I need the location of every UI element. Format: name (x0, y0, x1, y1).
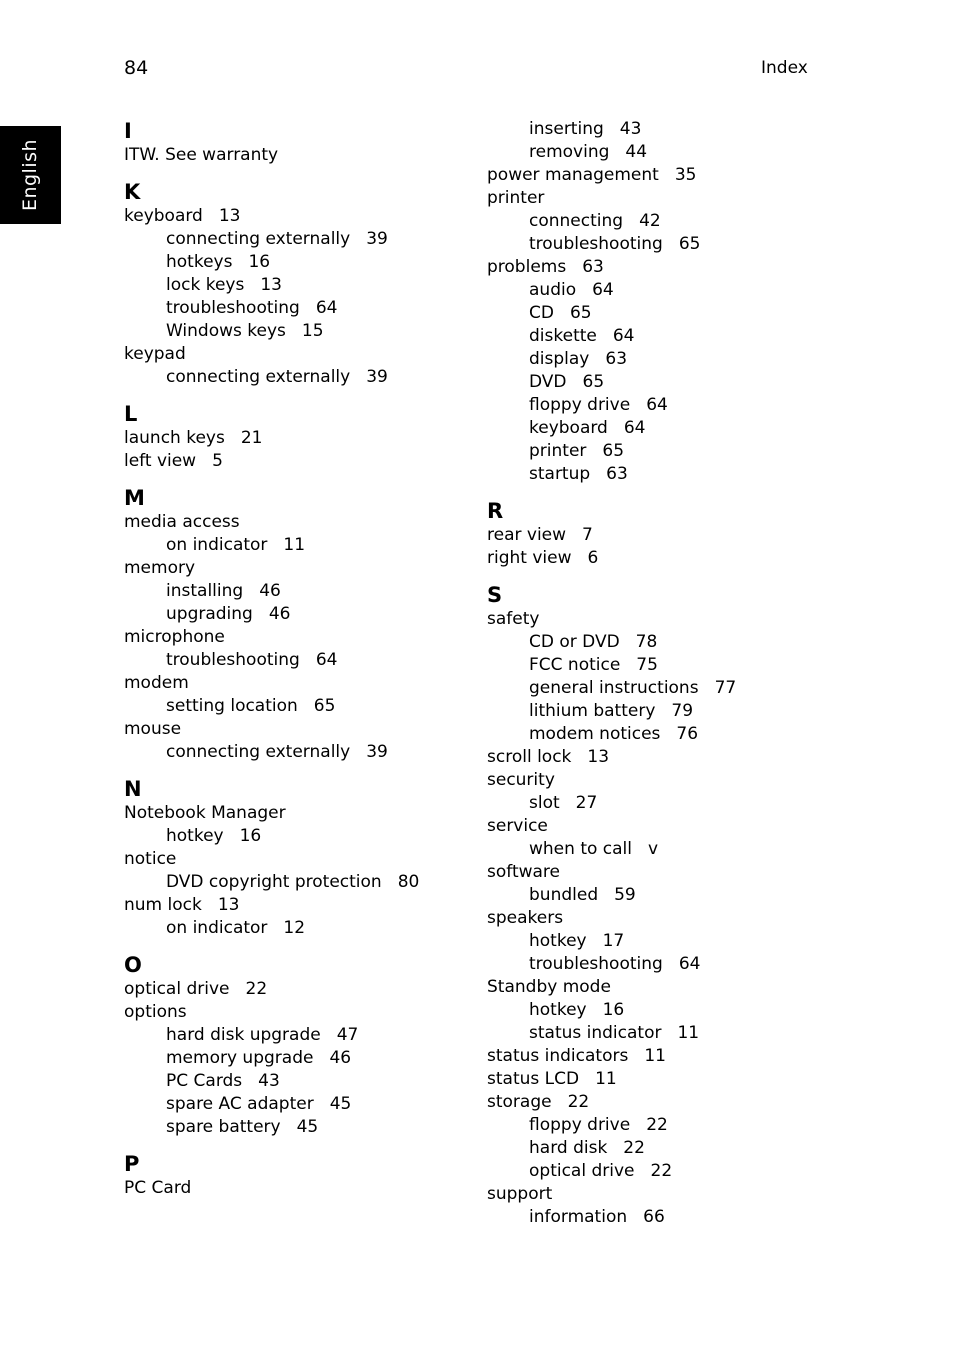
index-subentry (124, 228, 464, 251)
index-page-ref: 5 (212, 451, 223, 471)
index-page-ref: 66 (643, 1207, 665, 1227)
index-page-ref: 11 (283, 535, 306, 555)
index-term: microphone (124, 627, 225, 647)
index-term: security (487, 770, 555, 790)
index-entry (487, 187, 827, 210)
index-page-ref: 45 (296, 1117, 319, 1137)
index-term: keypad (124, 344, 186, 364)
index-page-ref: 12 (283, 918, 306, 938)
index-term: information (529, 1207, 628, 1227)
index-subentry (487, 884, 827, 907)
index-page-ref: 17 (602, 931, 625, 951)
index-term: keyboard (529, 418, 608, 438)
index-page-ref: 78 (635, 632, 658, 652)
index-page-ref: 79 (671, 701, 694, 721)
index-term: connecting (529, 211, 624, 231)
index-entry (124, 718, 464, 741)
index-entry (124, 205, 464, 228)
index-subentry (487, 792, 827, 815)
index-entry (487, 907, 827, 930)
running-header: Index (761, 58, 808, 78)
index-page-ref: 65 (602, 441, 625, 461)
index-subentry (487, 700, 827, 723)
index-subentry (487, 463, 827, 486)
index-subentry (487, 210, 827, 233)
index-page-ref: 27 (575, 793, 598, 813)
index-subentry (487, 1137, 827, 1160)
index-term: Standby mode (487, 977, 611, 997)
index-subentry (487, 371, 827, 394)
section-gap (487, 486, 827, 498)
index-term: hard disk (529, 1138, 608, 1158)
index-page-ref: 16 (248, 252, 271, 272)
index-subentry (487, 930, 827, 953)
index-term: notice (124, 849, 177, 869)
index-page-ref: 76 (676, 724, 699, 744)
index-entry (487, 524, 827, 547)
index-subentry (124, 1070, 464, 1093)
index-term: printer (529, 441, 587, 461)
index-page-ref: 16 (602, 1000, 625, 1020)
index-subentry (124, 695, 464, 718)
index-page-ref: 64 (315, 650, 338, 670)
index-term: spare AC adapter (166, 1094, 314, 1114)
index-subentry (487, 233, 827, 256)
index-subentry (124, 366, 464, 389)
index-subentry (487, 440, 827, 463)
index-entry (487, 769, 827, 792)
index-page-ref: 22 (245, 979, 268, 999)
index-term: troubleshooting (166, 298, 300, 318)
index-page-ref: 77 (714, 678, 737, 698)
index-term: connecting externally (166, 229, 351, 249)
index-subentry (124, 649, 464, 672)
index-subentry (487, 325, 827, 348)
index-entry (487, 815, 827, 838)
index-page-ref: 46 (329, 1048, 352, 1068)
section-gap (124, 473, 464, 485)
index-entry (487, 976, 827, 999)
index-letter-heading: L (124, 402, 138, 426)
index-subentry (124, 1024, 464, 1047)
index-page-ref: 22 (650, 1161, 673, 1181)
index-page-ref: 65 (678, 234, 701, 254)
index-entry (487, 1068, 827, 1091)
index-subentry (124, 320, 464, 343)
index-entry (487, 1091, 827, 1114)
index-term: diskette (529, 326, 597, 346)
index-term: optical drive (124, 979, 230, 999)
index-term: launch keys (124, 428, 225, 448)
index-subentry (124, 297, 464, 320)
index-term: hotkeys (166, 252, 233, 272)
index-page-ref: 44 (625, 142, 648, 162)
index-term: modem (124, 673, 189, 693)
index-entry (487, 861, 827, 884)
index-page-ref: 80 (397, 872, 420, 892)
index-term: removing (529, 142, 610, 162)
index-letter-heading: N (124, 777, 142, 801)
index-term: memory upgrade (166, 1048, 314, 1068)
index-entry (124, 427, 464, 450)
index-term: hotkey (529, 931, 587, 951)
index-subentry (124, 534, 464, 557)
index-term: status LCD (487, 1069, 580, 1089)
index-term: safety (487, 609, 540, 629)
index-subentry (124, 917, 464, 940)
index-term: when to call (529, 839, 632, 859)
index-subentry (487, 1160, 827, 1183)
index-subentry (487, 953, 827, 976)
index-term: CD (529, 303, 554, 323)
index-page-ref: 64 (678, 954, 701, 974)
index-page-ref: 13 (217, 895, 240, 915)
index-subentry (124, 871, 464, 894)
index-term: Windows keys (166, 321, 286, 341)
index-term: power management (487, 165, 659, 185)
index-page-ref: 22 (623, 1138, 645, 1158)
index-term: printer (487, 188, 545, 208)
index-page-ref: 35 (674, 165, 697, 185)
index-term: mouse (124, 719, 182, 739)
index-letter-heading: O (124, 953, 142, 977)
index-entry (487, 547, 827, 570)
page-number: 84 (124, 57, 149, 79)
index-entry (124, 511, 464, 534)
index-letter-heading: R (487, 499, 504, 523)
index-page-ref: 13 (587, 747, 610, 767)
index-term: optical drive (529, 1161, 635, 1181)
index-page-ref: 11 (595, 1069, 617, 1089)
index-page-ref: v (648, 839, 659, 859)
index-page-ref: 47 (336, 1025, 359, 1045)
index-term: service (487, 816, 548, 836)
index-term: storage (487, 1092, 552, 1112)
index-page-ref: 11 (677, 1023, 700, 1043)
section-gap (124, 1139, 464, 1151)
index-page-ref: 43 (258, 1071, 280, 1091)
index-entry (124, 626, 464, 649)
index-entry (124, 848, 464, 871)
index-subentry (487, 1114, 827, 1137)
index-term: DVD (529, 372, 567, 392)
index-term: floppy drive (529, 1115, 631, 1135)
index-term: Notebook Manager (124, 803, 286, 823)
index-letter-heading: K (124, 180, 141, 204)
index-letter-heading: S (487, 583, 503, 607)
index-column-right (487, 118, 827, 1229)
index-entry (487, 256, 827, 279)
index-page-ref: 59 (614, 885, 636, 905)
index-page-ref: 6 (587, 548, 599, 568)
index-subentry (487, 348, 827, 371)
index-page-ref: 65 (313, 696, 336, 716)
index-page-ref: 39 (366, 229, 388, 249)
index-entry (124, 450, 464, 473)
index-term: scroll lock (487, 747, 572, 767)
index-entry (124, 557, 464, 580)
language-label: English (19, 138, 41, 212)
index-term: display (529, 349, 590, 369)
index-page-ref: 64 (612, 326, 635, 346)
index-entry (487, 164, 827, 187)
index-page-ref: 46 (268, 604, 291, 624)
index-subentry (124, 1116, 464, 1139)
index-entry (124, 343, 464, 366)
index-page-ref: 42 (639, 211, 661, 231)
index-term: troubleshooting (529, 234, 663, 254)
index-term: floppy drive (529, 395, 631, 415)
index-term: options (124, 1002, 187, 1022)
index-page-ref: 65 (582, 372, 605, 392)
index-page-ref: 64 (315, 298, 338, 318)
index-term: PC Card (124, 1178, 192, 1198)
index-term: left view (124, 451, 197, 471)
index-page-ref: 11 (644, 1046, 666, 1066)
index-page-ref: 65 (569, 303, 592, 323)
index-term: PC Cards (166, 1071, 243, 1091)
section-gap (124, 940, 464, 952)
index-page-ref: 43 (619, 119, 642, 139)
index-entry (487, 1183, 827, 1206)
index-term: audio (529, 280, 577, 300)
language-side-tab (0, 126, 61, 224)
index-subentry (124, 825, 464, 848)
index-entry (124, 144, 464, 167)
index-page-ref: 7 (582, 525, 593, 545)
index-subentry (487, 723, 827, 746)
index-subentry (487, 838, 827, 861)
index-entry (124, 802, 464, 825)
index-subentry (124, 1093, 464, 1116)
index-page-ref: 64 (592, 280, 614, 300)
index-term: connecting externally (166, 742, 351, 762)
index-term: lithium battery (529, 701, 656, 721)
index-page-ref: 21 (240, 428, 263, 448)
index-page-ref: 16 (239, 826, 262, 846)
index-subentry (487, 1022, 827, 1045)
index-entry (487, 1045, 827, 1068)
index-term: problems (487, 257, 567, 277)
index-subentry (487, 141, 827, 164)
index-term: hard disk upgrade (166, 1025, 321, 1045)
index-term: startup (529, 464, 591, 484)
index-subentry (487, 631, 827, 654)
index-term: status indicators (487, 1046, 629, 1066)
index-subentry (487, 999, 827, 1022)
index-term: support (487, 1184, 553, 1204)
index-entry (124, 894, 464, 917)
index-letter-heading: I (124, 119, 132, 143)
index-term: spare battery (166, 1117, 281, 1137)
index-entry (124, 978, 464, 1001)
index-term: ITW. See warranty (124, 145, 279, 165)
index-term: DVD copyright protection (166, 872, 382, 892)
index-page-ref: 22 (567, 1092, 590, 1112)
index-term: speakers (487, 908, 564, 928)
index-page-ref: 63 (582, 257, 604, 277)
index-subentry (487, 677, 827, 700)
index-page-ref: 13 (260, 275, 282, 295)
index-letter-heading: P (124, 1152, 140, 1176)
index-term: CD or DVD (529, 632, 620, 652)
index-term: modem notices (529, 724, 661, 744)
index-page-ref: 63 (605, 349, 628, 369)
index-entry (124, 1001, 464, 1024)
index-term: hotkey (166, 826, 224, 846)
index-term: rear view (487, 525, 567, 545)
index-term: hotkey (529, 1000, 587, 1020)
index-page-ref: 63 (606, 464, 628, 484)
index-term: setting location (166, 696, 298, 716)
section-gap (124, 389, 464, 401)
index-subentry (487, 417, 827, 440)
index-column-left (124, 118, 464, 1200)
section-gap (487, 570, 827, 582)
index-term: installing (166, 581, 244, 601)
index-subentry (124, 603, 464, 626)
index-term: inserting (529, 119, 604, 139)
index-page-ref: 13 (218, 206, 241, 226)
index-subentry (487, 1206, 827, 1229)
index-entry (487, 746, 827, 769)
index-subentry (487, 279, 827, 302)
index-term: troubleshooting (166, 650, 300, 670)
section-gap (124, 167, 464, 179)
index-term: general instructions (529, 678, 699, 698)
index-page-ref: 75 (636, 655, 658, 675)
index-page-ref: 45 (329, 1094, 352, 1114)
index-term: on indicator (166, 535, 268, 555)
index-term: status indicator (529, 1023, 662, 1043)
index-page-ref: 15 (301, 321, 324, 341)
index-subentry (487, 394, 827, 417)
index-entry (124, 1177, 464, 1200)
index-term: right view (487, 548, 572, 568)
index-subentry (124, 251, 464, 274)
index-page-ref: 39 (366, 742, 388, 762)
index-subentry (487, 654, 827, 677)
index-term: lock keys (166, 275, 245, 295)
index-page-ref: 22 (646, 1115, 668, 1135)
index-term: troubleshooting (529, 954, 663, 974)
index-term: slot (529, 793, 560, 813)
index-page-ref: 64 (623, 418, 646, 438)
index-term: connecting externally (166, 367, 351, 387)
index-term: num lock (124, 895, 202, 915)
index-term: software (487, 862, 561, 882)
section-gap (124, 764, 464, 776)
index-page-ref: 64 (646, 395, 668, 415)
index-term: bundled (529, 885, 599, 905)
index-letter-heading: M (124, 486, 145, 510)
index-term: on indicator (166, 918, 268, 938)
index-subentry (487, 118, 827, 141)
index-entry (487, 608, 827, 631)
index-page-ref: 46 (259, 581, 281, 601)
index-subentry (124, 580, 464, 603)
index-term: upgrading (166, 604, 253, 624)
index-term: media access (124, 512, 240, 532)
index-term: keyboard (124, 206, 203, 226)
index-entry (124, 672, 464, 695)
index-term: FCC notice (529, 655, 621, 675)
index-term: memory (124, 558, 196, 578)
index-subentry (124, 741, 464, 764)
index-subentry (124, 274, 464, 297)
index-subentry (124, 1047, 464, 1070)
index-page-ref: 39 (366, 367, 388, 387)
index-subentry (487, 302, 827, 325)
